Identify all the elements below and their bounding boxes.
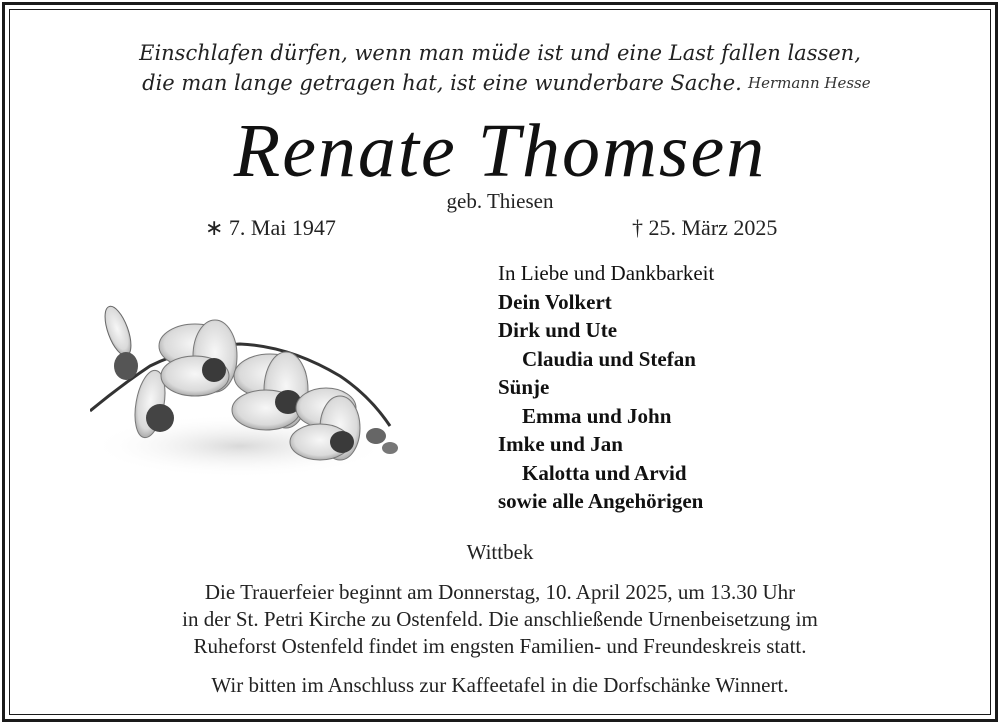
mourner-entry: Claudia und Stefan	[522, 346, 696, 371]
death-date: † 25. März 2025	[632, 215, 778, 240]
quote-line-1: Einschlafen dürfen, wenn man müde ist und eine Last fallen lassen,	[139, 41, 861, 65]
closing-note: Wir bitten im Anschluss zur Kaffeetafel in die Dorfschänke Winnert.	[211, 673, 789, 697]
mourner-entry: Kalotta und Arvid	[522, 460, 687, 485]
mourner-entry: Dein Volkert	[498, 289, 612, 314]
flower-3	[232, 352, 308, 430]
service-info	[0, 579, 1000, 660]
service-line-3: Ruheforst Ostenfeld findet im engsten Familien- und Freundeskreis statt.	[193, 634, 807, 658]
mourner-entry: Dirk und Ute	[498, 318, 618, 342]
bud-left	[100, 303, 138, 380]
quote-author: Hermann Hesse	[748, 74, 871, 92]
mourner-entry: Imke und Jan	[498, 432, 623, 456]
mourner-entry: Sünje	[498, 375, 550, 399]
deceased-name: Renate Thomsen	[233, 109, 767, 193]
place-name: Wittbek	[466, 540, 534, 564]
mourner-entry: sowie alle Angehörigen	[498, 489, 704, 513]
birth-date: ∗ 7. Mai 1947	[205, 215, 336, 240]
service-line-1: Die Trauerfeier beginnt am Donnerstag, 10. April 2025, um 13.30 Uhr	[204, 580, 796, 604]
maiden-name: geb. Thiesen	[446, 189, 554, 213]
mourners-intro: In Liebe und Dankbarkeit	[498, 261, 715, 285]
orchid-image	[90, 296, 410, 486]
mourner-entry: Emma und John	[522, 403, 672, 428]
service-line-2: in der St. Petri Kirche zu Ostenfeld. Die anschließende Urnenbeisetzung im	[182, 607, 818, 631]
quote-line-2: die man lange getragen hat, ist eine wunderbare Sache.	[142, 71, 742, 95]
flower-2	[159, 320, 237, 396]
mourners-list	[498, 259, 714, 516]
